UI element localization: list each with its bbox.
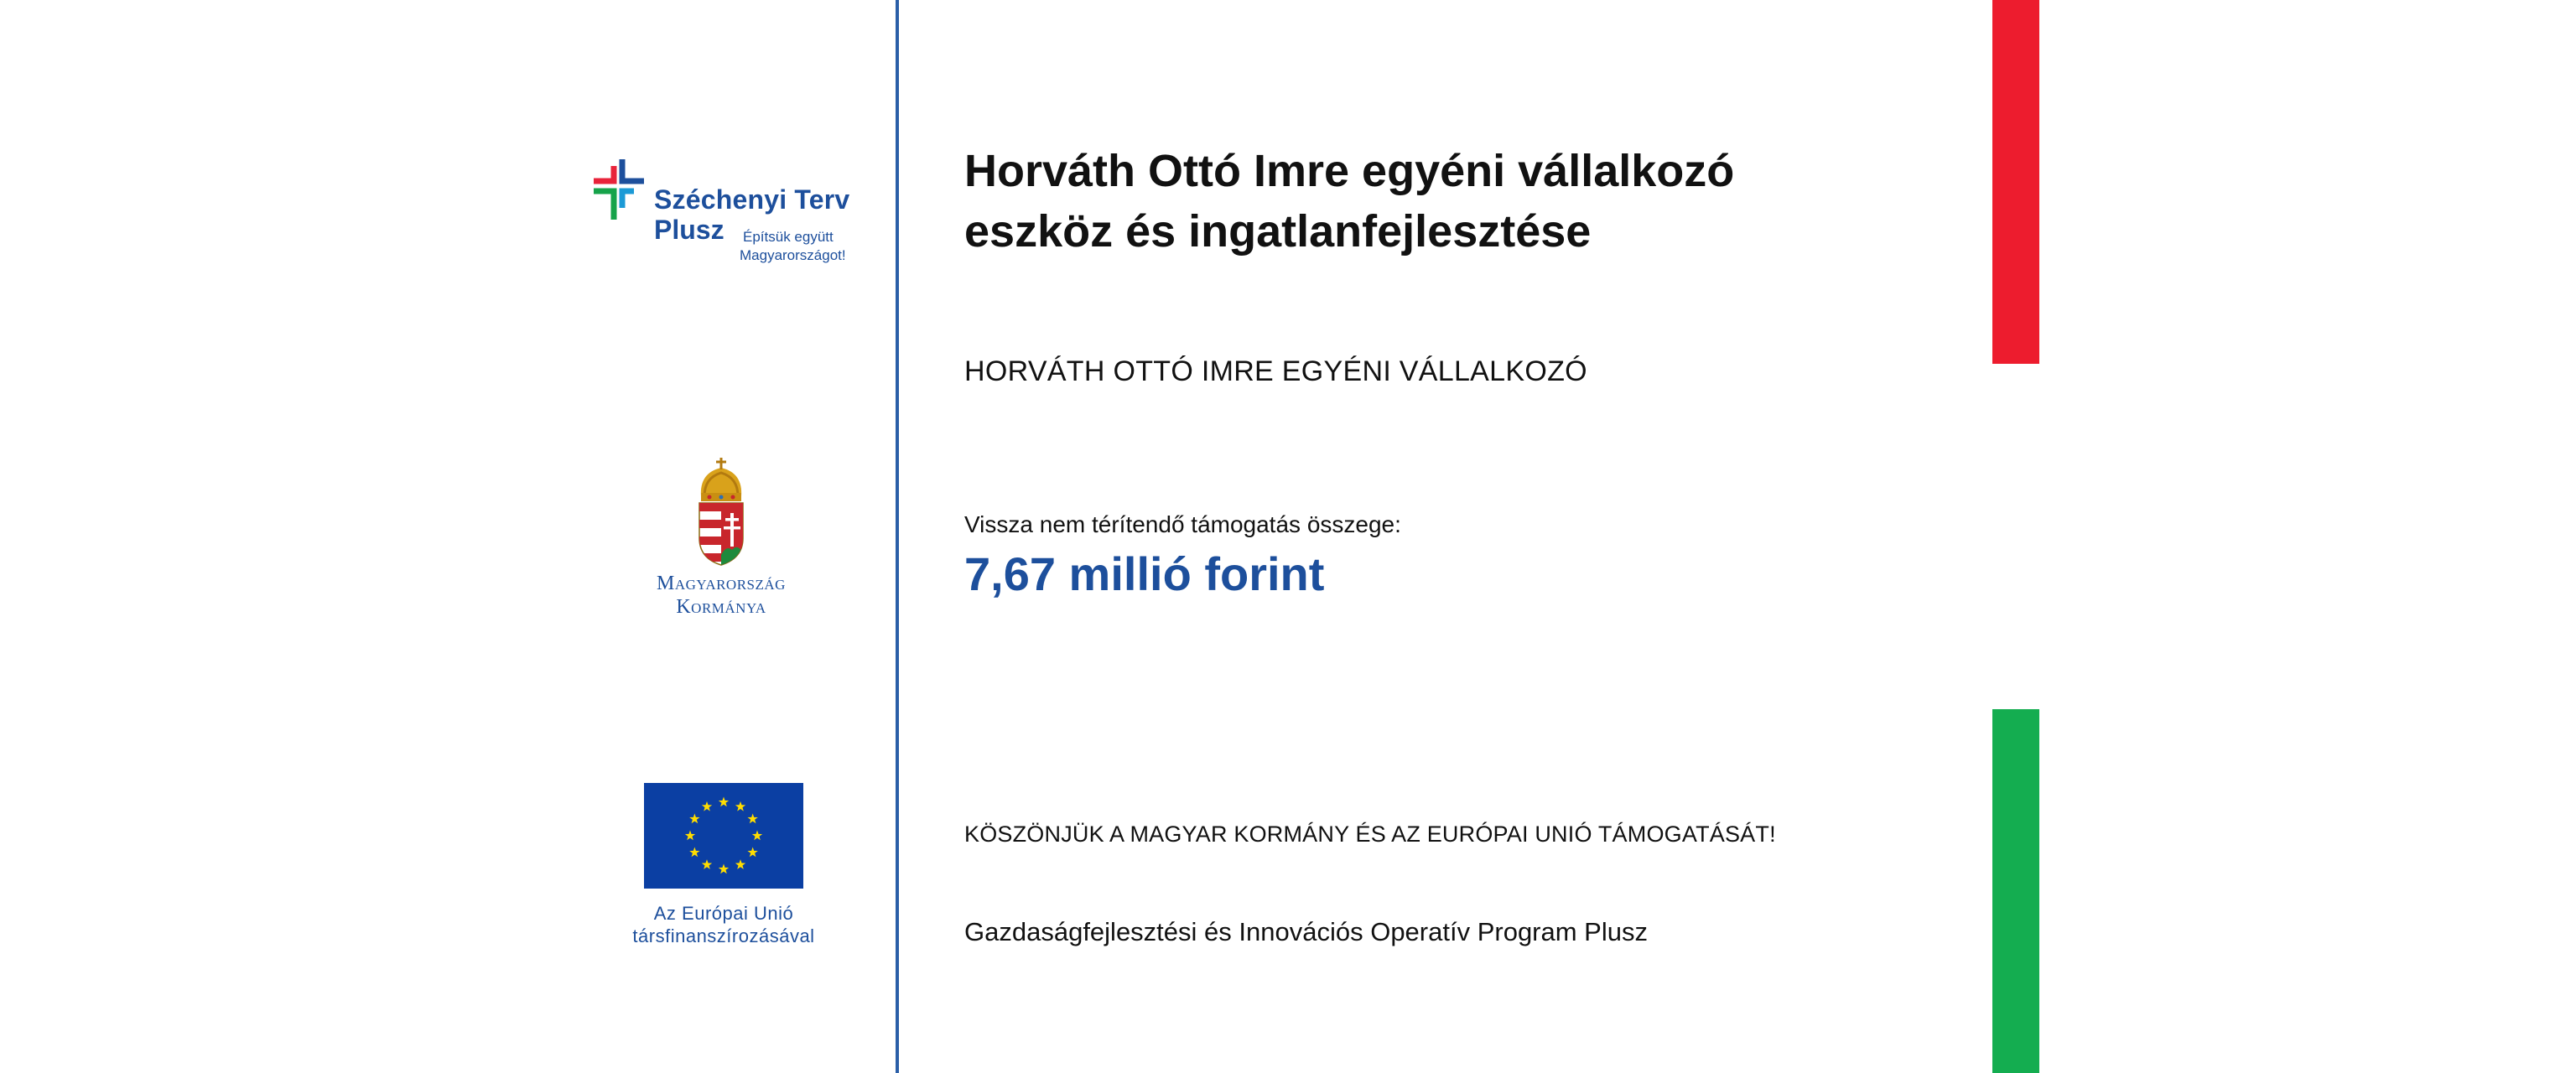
szechenyi-terv-logo [590, 156, 867, 265]
grant-amount: 7,67 millió forint [964, 547, 1325, 600]
eu-logo [604, 783, 839, 951]
government-name-line2: Kormánya [676, 596, 766, 618]
government-name [621, 572, 822, 619]
project-title [964, 141, 1971, 262]
szechenyi-plusz: Plusz [654, 215, 724, 245]
flag-bar-green [1992, 709, 2039, 1073]
coat-of-arms-icon [693, 456, 750, 567]
beneficiary-name: HORVÁTH OTTÓ IMRE EGYÉNI VÁLLALKOZÓ [964, 355, 1587, 387]
eu-text-line1: Az Európai Unió [653, 903, 794, 924]
szechenyi-tagline [740, 228, 846, 265]
szechenyi-tagline-line1: Építsük együtt [743, 229, 834, 245]
eu-text-line2: társfinanszírozásával [632, 925, 815, 946]
project-title-line2: eszköz és ingatlanfejlesztése [964, 206, 1592, 257]
eu-flag-icon [644, 783, 803, 889]
grant-label: Vissza nem térítendő támogatás összege: [964, 511, 1401, 537]
thanks-text: KÖSZÖNJÜK A MAGYAR KORMÁNY ÉS AZ EURÓPAI UNIÓ TÁMOGATÁSÁT! [964, 822, 1776, 847]
government-logo [621, 456, 822, 624]
vertical-divider [896, 0, 899, 1073]
government-name-line1: Magyarország [657, 573, 786, 594]
eu-cofinancing-text [604, 902, 844, 947]
szechenyi-tagline-line2: Magyarországot! [740, 247, 846, 263]
szechenyi-cross-icon [590, 156, 656, 223]
flag-bar-red [1992, 0, 2039, 364]
project-title-line1: Horváth Ottó Imre egyéni vállalkozó [964, 146, 1735, 196]
szechenyi-title: Széchenyi Terv [654, 184, 850, 215]
program-name: Gazdaságfejlesztési és Innovációs Operatív Program Plusz [964, 917, 1648, 946]
